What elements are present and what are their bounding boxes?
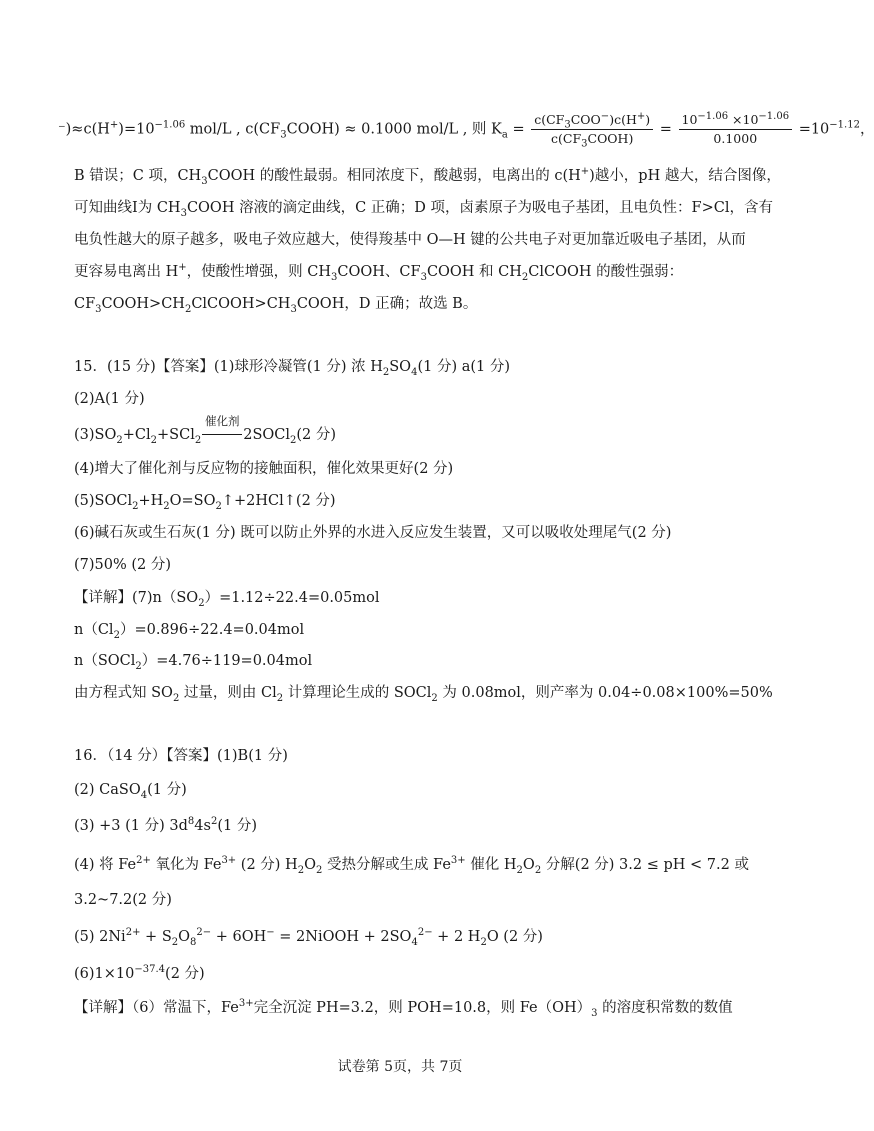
- text-line-10: $(5)SOCl_2+H_2O=SO_2↑+2HCl↑(2$ 分): [74, 493, 336, 512]
- text-line-17: 16．（14 分）【答案】(1)B(1 分): [74, 748, 288, 764]
- catalyst-arrow: 催化剂: [202, 425, 242, 445]
- text-line-15: n（SOCl$_2$）=4.76÷119=0.04mol: [74, 653, 313, 672]
- text-line-21: 3.2~7.2(2 分): [74, 892, 172, 908]
- text-line-24: 【详解】（6）常温下，$Fe^{3+}$完全沉淀 PH=3.2，则 POH=10.8，则 $Fe(OH)_3$ 的溶度积常数的数值: [74, 998, 733, 1019]
- text-line-11: (6)碱石灰或生石灰(1 分) 既可以防止外界的水进入反应发生装置，又可以吸收处理尾气(2 分): [74, 525, 672, 541]
- text-line-6: 15．(15 分)【答案】(1)球形冷凝管(1 分) 浓 $H_2SO_4(1$ 分) a(1 分): [74, 359, 511, 378]
- text-line-2: 可知曲线Ⅰ为 $CH_3COOH$ 溶液的滴定曲线，C 正确；D 项，卤素原子为吸电子基团，且电负性：F>Cl，含有: [74, 200, 773, 219]
- text-line-20: (4) 将 $Fe^{2+}$ 氧化为 $Fe^{3+}$ (2 分) $H_2O_2$ 受热分解或生成 $Fe^{3+}$ 催化 $H_2O_2$ 分解(2 分) 3.2 ≤ pH < 7.2 或: [74, 855, 749, 876]
- text-line-3: 电负性越大的原子越多，吸电子效应越大，使得羧基中 O—H 键的公共电子对更加靠近吸电子基团，从而: [74, 232, 746, 248]
- text-line-23: $(6)1\times 10^{-37.4}(2$ 分): [74, 964, 205, 982]
- text-line-22: (5) $2Ni^{2+} + S_2O_8^{2-} + 6OH^-$ = 2NiOOH + $2SO_4^{2-} + 2$ $H_2O$ (2 分): [74, 927, 543, 948]
- text-line-9: (4)增大了催化剂与反应物的接触面积，催化效果更好(2 分): [74, 461, 454, 477]
- text-line-0: $^-)\approx c(H^+)=10^{-1.06}$ mol/L , $c(CF_3COOH) \approx 0.1000$ mol/L , 则 $K_a$ = $\frac{c(CF_3COO^-)c(H^+)}{c(CF_3COOH)}$ = $\frac{10^{-1.06} \times 10^{-1.06}}{0.1000}$ $=10^{-1.12}$，: [58, 110, 874, 150]
- text-line-8: $(3)SO_2+Cl_2+SCl_2$ 催化剂 2SOCl$_2$(2 分): [74, 414, 337, 446]
- text-line-16: 由方程式知 $SO_2$ 过量，则由 $Cl_2$ 计算理论生成的 SOCl$_2$ 为 0.08mol，则产率为 0.04÷0.08×100%=50%: [74, 685, 773, 704]
- text-line-19: (3) +3 (1 分) $3d^84s^2(1$ 分): [74, 816, 257, 834]
- text-line-7: (2)A(1 分): [74, 391, 145, 407]
- text-line-12: (7)50% (2 分): [74, 557, 172, 573]
- text-line-14: $n(Cl_2)=0.896\div 22.4=0.04mol$: [74, 622, 305, 641]
- ka-fraction: $\frac{c(CF_3COO^-)c(H^+)}{c(CF_3COOH)}$: [531, 112, 653, 147]
- text-line-13: 【详解】$(7)n(SO_2)=1.12\div 22.4=0.05mol$: [74, 590, 380, 609]
- text-line-5: $CF_3COOH>CH_2ClCOOH>CH_3COOH$，D 正确；故选 B。: [74, 296, 478, 315]
- text-line-4: 更容易电离出 H+，使酸性增强，则 $CH_3COOH$、$CF_3COOH$ 和 $CH_2ClCOOH$ 的酸性强弱：: [74, 262, 684, 283]
- page-footer: 试卷第 5页，共 7页: [337, 1059, 463, 1075]
- value-fraction: $\frac{10^{-1.06} \times 10^{-1.06}}{0.1000}$: [679, 112, 793, 147]
- text-line-1: B 错误；C 项，$CH_3COOH$ 的酸性最弱。相同浓度下，酸越弱，电离出的 c(H+)越小，pH 越大，结合图像，: [74, 166, 781, 187]
- text-line-18: (2) CaSO$_4$(1 分): [74, 782, 187, 801]
